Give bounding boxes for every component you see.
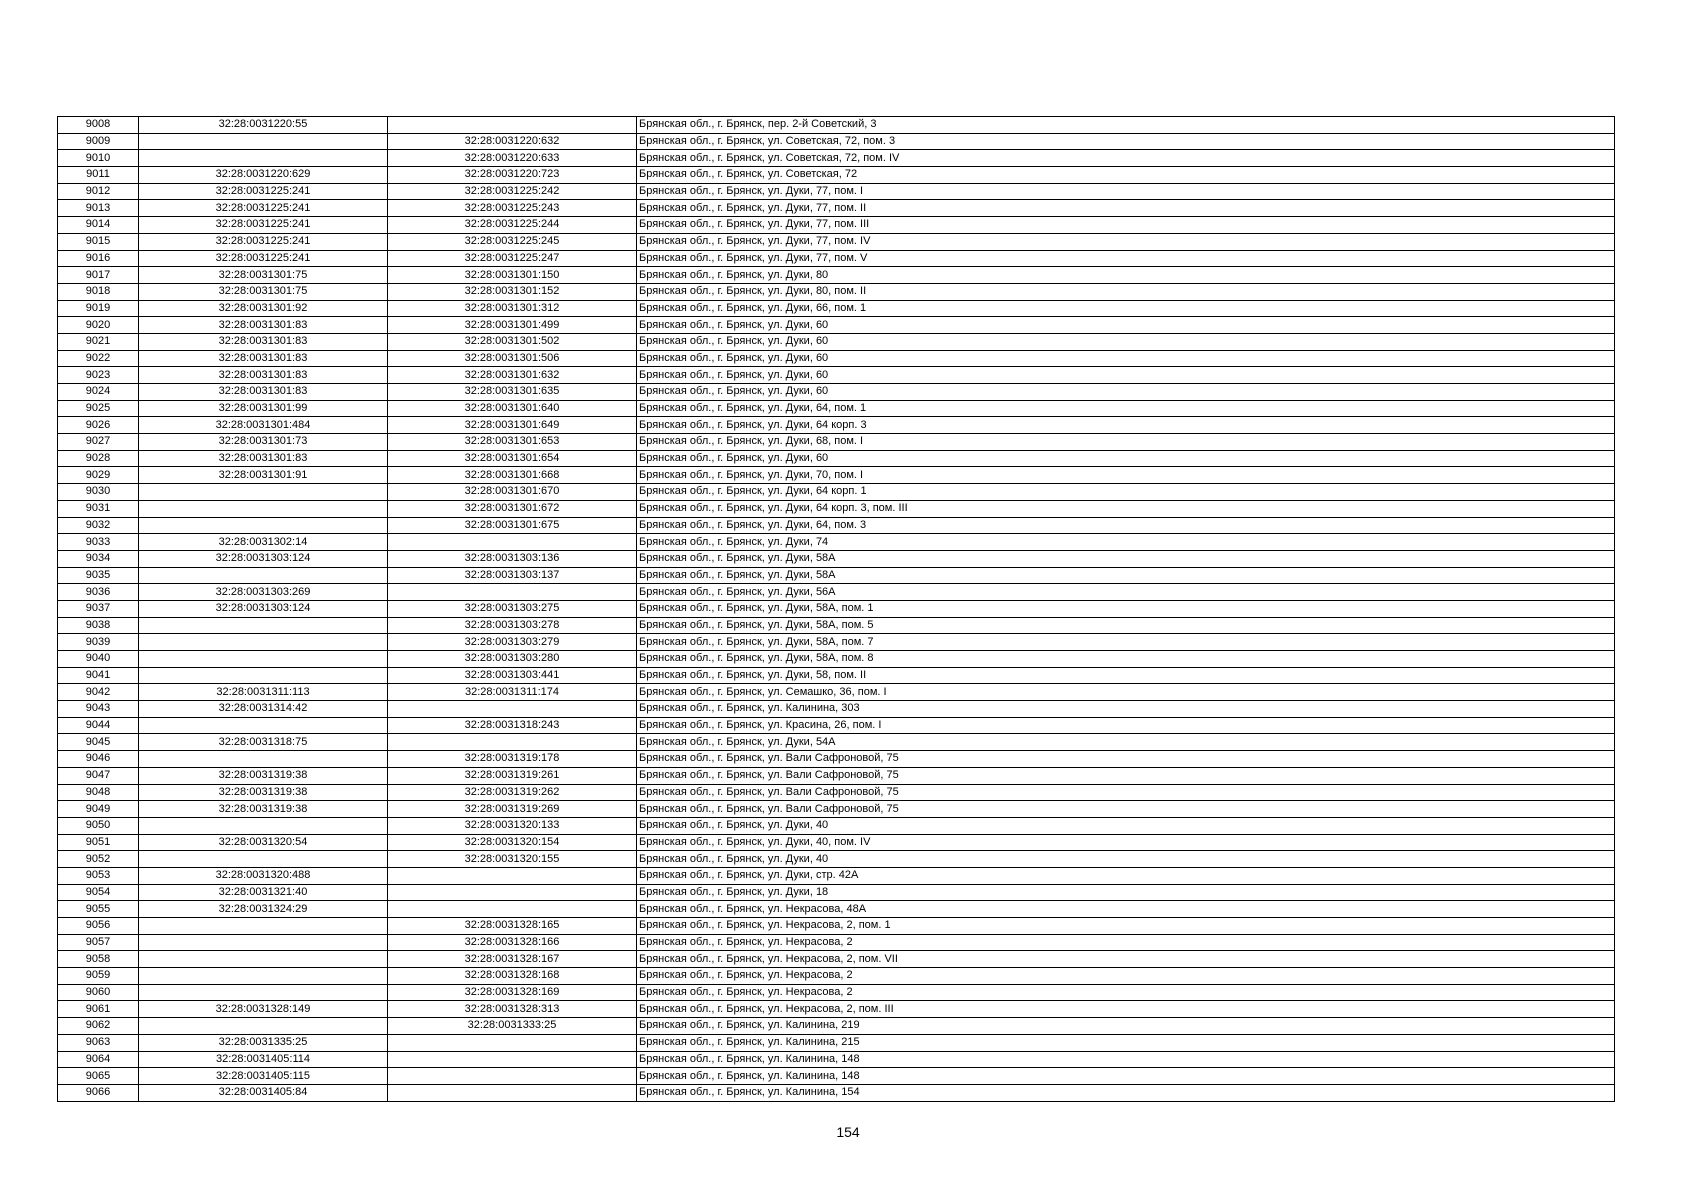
parcel-number-cell: 32:28:0031301:83 [139, 333, 388, 350]
object-number-cell: 32:28:0031328:167 [388, 951, 637, 968]
table-row [58, 1084, 1615, 1101]
object-number-cell [388, 1084, 637, 1101]
parcel-number-cell: 32:28:0031303:124 [139, 550, 388, 567]
address-cell: Брянская обл., г. Брянск, ул. Дуки, 64, пом. 3 [637, 517, 1615, 534]
object-number-cell: 32:28:0031303:441 [388, 667, 637, 684]
table-row [58, 734, 1615, 751]
parcel-number-cell [139, 617, 388, 634]
table-body [58, 117, 1615, 1102]
object-number-cell: 32:28:0031301:502 [388, 333, 637, 350]
parcel-number-cell: 32:28:0031318:75 [139, 734, 388, 751]
table-row [58, 634, 1615, 651]
address-cell: Брянская обл., г. Брянск, ул. Дуки, 77, пом. II [637, 200, 1615, 217]
row-number-cell: 9037 [58, 600, 139, 617]
address-cell: Брянская обл., г. Брянск, ул. Дуки, 70, пом. I [637, 467, 1615, 484]
row-number-cell: 9063 [58, 1034, 139, 1051]
object-number-cell: 32:28:0031328:169 [388, 984, 637, 1001]
table-row [58, 550, 1615, 567]
parcel-number-cell [139, 934, 388, 951]
table-row [58, 651, 1615, 668]
table-row [58, 500, 1615, 517]
table-row [58, 884, 1615, 901]
table-row [58, 701, 1615, 718]
address-cell: Брянская обл., г. Брянск, ул. Советская, 72 [637, 167, 1615, 184]
row-number-cell: 9058 [58, 951, 139, 968]
address-cell: Брянская обл., г. Брянск, ул. Вали Сафроновой, 75 [637, 784, 1615, 801]
parcel-number-cell: 32:28:0031301:75 [139, 267, 388, 284]
row-number-cell: 9045 [58, 734, 139, 751]
row-number-cell: 9062 [58, 1018, 139, 1035]
parcel-number-cell: 32:28:0031301:91 [139, 467, 388, 484]
table-row [58, 600, 1615, 617]
row-number-cell: 9018 [58, 283, 139, 300]
row-number-cell: 9025 [58, 400, 139, 417]
parcel-number-cell: 32:28:0031324:29 [139, 901, 388, 918]
object-number-cell: 32:28:0031301:150 [388, 267, 637, 284]
row-number-cell: 9044 [58, 717, 139, 734]
parcel-number-cell: 32:28:0031303:269 [139, 584, 388, 601]
row-number-cell: 9032 [58, 517, 139, 534]
table-row [58, 784, 1615, 801]
object-number-cell: 32:28:0031220:633 [388, 150, 637, 167]
object-number-cell: 32:28:0031220:723 [388, 167, 637, 184]
object-number-cell: 32:28:0031319:262 [388, 784, 637, 801]
row-number-cell: 9053 [58, 867, 139, 884]
row-number-cell: 9061 [58, 1001, 139, 1018]
object-number-cell: 32:28:0031303:275 [388, 600, 637, 617]
parcel-number-cell [139, 1018, 388, 1035]
parcel-number-cell: 32:28:0031301:73 [139, 434, 388, 451]
address-cell: Брянская обл., г. Брянск, ул. Дуки, 58А [637, 550, 1615, 567]
address-cell: Брянская обл., г. Брянск, ул. Дуки, 77, пом. III [637, 217, 1615, 234]
table-row [58, 1051, 1615, 1068]
row-number-cell: 9050 [58, 817, 139, 834]
object-number-cell: 32:28:0031301:499 [388, 317, 637, 334]
parcel-number-cell: 32:28:0031220:629 [139, 167, 388, 184]
row-number-cell: 9012 [58, 183, 139, 200]
table-row [58, 984, 1615, 1001]
row-number-cell: 9051 [58, 834, 139, 851]
parcel-number-cell [139, 717, 388, 734]
address-cell: Брянская обл., г. Брянск, ул. Дуки, 60 [637, 317, 1615, 334]
table-row [58, 350, 1615, 367]
address-cell: Брянская обл., г. Брянск, ул. Дуки, 80, пом. II [637, 283, 1615, 300]
address-cell: Брянская обл., г. Брянск, ул. Дуки, 77, пом. V [637, 250, 1615, 267]
address-cell: Брянская обл., г. Брянск, ул. Семашко, 36, пом. I [637, 684, 1615, 701]
object-number-cell: 32:28:0031301:312 [388, 300, 637, 317]
object-number-cell [388, 534, 637, 551]
address-cell: Брянская обл., г. Брянск, пер. 2-й Советский, 3 [637, 117, 1615, 134]
object-number-cell: 32:28:0031220:632 [388, 133, 637, 150]
address-cell: Брянская обл., г. Брянск, ул. Калинина, 303 [637, 701, 1615, 718]
table-row [58, 717, 1615, 734]
parcel-number-cell: 32:28:0031301:83 [139, 384, 388, 401]
table-row [58, 317, 1615, 334]
row-number-cell: 9028 [58, 450, 139, 467]
parcel-number-cell [139, 500, 388, 517]
table-row [58, 1068, 1615, 1085]
table-row [58, 1034, 1615, 1051]
object-number-cell: 32:28:0031328:313 [388, 1001, 637, 1018]
parcel-number-cell [139, 517, 388, 534]
parcel-number-cell: 32:28:0031311:113 [139, 684, 388, 701]
address-cell: Брянская обл., г. Брянск, ул. Советская, 72, пом. 3 [637, 133, 1615, 150]
parcel-number-cell: 32:28:0031225:241 [139, 183, 388, 200]
table-row [58, 851, 1615, 868]
address-cell: Брянская обл., г. Брянск, ул. Дуки, 60 [637, 350, 1615, 367]
row-number-cell: 9027 [58, 434, 139, 451]
address-cell: Брянская обл., г. Брянск, ул. Дуки, 54А [637, 734, 1615, 751]
row-number-cell: 9010 [58, 150, 139, 167]
address-cell: Брянская обл., г. Брянск, ул. Дуки, 64 корп. 3 [637, 417, 1615, 434]
object-number-cell [388, 701, 637, 718]
row-number-cell: 9059 [58, 968, 139, 985]
row-number-cell: 9057 [58, 934, 139, 951]
address-cell: Брянская обл., г. Брянск, ул. Калинина, 154 [637, 1084, 1615, 1101]
address-cell: Брянская обл., г. Брянск, ул. Дуки, 40 [637, 817, 1615, 834]
table-row [58, 333, 1615, 350]
object-number-cell: 32:28:0031303:279 [388, 634, 637, 651]
table-row [58, 417, 1615, 434]
parcel-number-cell: 32:28:0031405:84 [139, 1084, 388, 1101]
object-number-cell: 32:28:0031319:261 [388, 767, 637, 784]
row-number-cell: 9042 [58, 684, 139, 701]
object-number-cell: 32:28:0031319:178 [388, 751, 637, 768]
parcel-number-cell: 32:28:0031301:484 [139, 417, 388, 434]
table-row [58, 283, 1615, 300]
table-row [58, 667, 1615, 684]
table-row [58, 467, 1615, 484]
parcel-number-cell [139, 651, 388, 668]
parcel-number-cell: 32:28:0031314:42 [139, 701, 388, 718]
parcel-number-cell [139, 133, 388, 150]
address-cell: Брянская обл., г. Брянск, ул. Некрасова, 48А [637, 901, 1615, 918]
row-number-cell: 9066 [58, 1084, 139, 1101]
address-cell: Брянская обл., г. Брянск, ул. Некрасова, 2, пом. III [637, 1001, 1615, 1018]
address-cell: Брянская обл., г. Брянск, ул. Дуки, 58А, пом. 8 [637, 651, 1615, 668]
table-row [58, 167, 1615, 184]
table-row [58, 918, 1615, 935]
table-row [58, 684, 1615, 701]
row-number-cell: 9064 [58, 1051, 139, 1068]
object-number-cell: 32:28:0031319:269 [388, 801, 637, 818]
address-cell: Брянская обл., г. Брянск, ул. Калинина, 219 [637, 1018, 1615, 1035]
object-number-cell: 32:28:0031303:280 [388, 651, 637, 668]
object-number-cell: 32:28:0031301:675 [388, 517, 637, 534]
object-number-cell [388, 867, 637, 884]
parcel-number-cell: 32:28:0031321:40 [139, 884, 388, 901]
table-row [58, 117, 1615, 134]
row-number-cell: 9034 [58, 550, 139, 567]
row-number-cell: 9031 [58, 500, 139, 517]
address-cell: Брянская обл., г. Брянск, ул. Дуки, 58А, пом. 1 [637, 600, 1615, 617]
row-number-cell: 9011 [58, 167, 139, 184]
table-row [58, 751, 1615, 768]
parcel-number-cell: 32:28:0031320:54 [139, 834, 388, 851]
table-row [58, 384, 1615, 401]
address-cell: Брянская обл., г. Брянск, ул. Дуки, 68, пом. I [637, 434, 1615, 451]
object-number-cell: 32:28:0031318:243 [388, 717, 637, 734]
row-number-cell: 9023 [58, 367, 139, 384]
address-cell: Брянская обл., г. Брянск, ул. Дуки, 64 корп. 3, пом. III [637, 500, 1615, 517]
address-cell: Брянская обл., г. Брянск, ул. Калинина, 215 [637, 1034, 1615, 1051]
row-number-cell: 9021 [58, 333, 139, 350]
row-number-cell: 9048 [58, 784, 139, 801]
row-number-cell: 9020 [58, 317, 139, 334]
table-row [58, 300, 1615, 317]
table-row [58, 901, 1615, 918]
parcel-number-cell [139, 968, 388, 985]
address-cell: Брянская обл., г. Брянск, ул. Дуки, 60 [637, 367, 1615, 384]
address-cell: Брянская обл., г. Брянск, ул. Дуки, 77, пом. IV [637, 233, 1615, 250]
address-cell: Брянская обл., г. Брянск, ул. Дуки, стр. 42А [637, 867, 1615, 884]
table-row [58, 267, 1615, 284]
address-cell: Брянская обл., г. Брянск, ул. Калинина, 148 [637, 1068, 1615, 1085]
address-cell: Брянская обл., г. Брянск, ул. Дуки, 40 [637, 851, 1615, 868]
object-number-cell: 32:28:0031301:635 [388, 384, 637, 401]
table-row [58, 133, 1615, 150]
parcel-number-cell [139, 751, 388, 768]
table-row [58, 801, 1615, 818]
object-number-cell: 32:28:0031333:25 [388, 1018, 637, 1035]
row-number-cell: 9038 [58, 617, 139, 634]
object-number-cell: 32:28:0031303:136 [388, 550, 637, 567]
object-number-cell: 32:28:0031301:152 [388, 283, 637, 300]
row-number-cell: 9054 [58, 884, 139, 901]
object-number-cell: 32:28:0031301:668 [388, 467, 637, 484]
parcel-number-cell [139, 984, 388, 1001]
row-number-cell: 9014 [58, 217, 139, 234]
table-row [58, 400, 1615, 417]
address-cell: Брянская обл., г. Брянск, ул. Вали Сафроновой, 75 [637, 801, 1615, 818]
row-number-cell: 9047 [58, 767, 139, 784]
parcel-number-cell: 32:28:0031301:99 [139, 400, 388, 417]
object-number-cell: 32:28:0031301:653 [388, 434, 637, 451]
parcel-number-cell: 32:28:0031328:149 [139, 1001, 388, 1018]
address-cell: Брянская обл., г. Брянск, ул. Дуки, 56А [637, 584, 1615, 601]
parcel-number-cell: 32:28:0031405:115 [139, 1068, 388, 1085]
address-cell: Брянская обл., г. Брянск, ул. Дуки, 58А, пом. 7 [637, 634, 1615, 651]
row-number-cell: 9036 [58, 584, 139, 601]
object-number-cell: 32:28:0031320:154 [388, 834, 637, 851]
address-cell: Брянская обл., г. Брянск, ул. Советская, 72, пом. IV [637, 150, 1615, 167]
row-number-cell: 9030 [58, 484, 139, 501]
object-number-cell: 32:28:0031301:649 [388, 417, 637, 434]
address-cell: Брянская обл., г. Брянск, ул. Красина, 26, пом. I [637, 717, 1615, 734]
table-row [58, 817, 1615, 834]
object-number-cell [388, 1051, 637, 1068]
object-number-cell: 32:28:0031328:165 [388, 918, 637, 935]
object-number-cell: 32:28:0031225:243 [388, 200, 637, 217]
parcel-number-cell: 32:28:0031319:38 [139, 801, 388, 818]
address-cell: Брянская обл., г. Брянск, ул. Дуки, 18 [637, 884, 1615, 901]
parcel-number-cell: 32:28:0031301:83 [139, 367, 388, 384]
parcel-number-cell [139, 634, 388, 651]
row-number-cell: 9024 [58, 384, 139, 401]
object-number-cell: 32:28:0031301:670 [388, 484, 637, 501]
address-cell: Брянская обл., г. Брянск, ул. Вали Сафроновой, 75 [637, 751, 1615, 768]
table-row [58, 617, 1615, 634]
object-number-cell: 32:28:0031311:174 [388, 684, 637, 701]
parcel-number-cell [139, 484, 388, 501]
row-number-cell: 9013 [58, 200, 139, 217]
row-number-cell: 9049 [58, 801, 139, 818]
table-row [58, 367, 1615, 384]
row-number-cell: 9039 [58, 634, 139, 651]
address-cell: Брянская обл., г. Брянск, ул. Дуки, 74 [637, 534, 1615, 551]
parcel-number-cell: 32:28:0031405:114 [139, 1051, 388, 1068]
address-cell: Брянская обл., г. Брянск, ул. Некрасова, 2 [637, 984, 1615, 1001]
row-number-cell: 9052 [58, 851, 139, 868]
row-number-cell: 9017 [58, 267, 139, 284]
object-number-cell: 32:28:0031303:137 [388, 567, 637, 584]
table-row [58, 584, 1615, 601]
table-row [58, 534, 1615, 551]
table-row [58, 567, 1615, 584]
object-number-cell [388, 734, 637, 751]
address-cell: Брянская обл., г. Брянск, ул. Некрасова, 2 [637, 934, 1615, 951]
row-number-cell: 9046 [58, 751, 139, 768]
object-number-cell: 32:28:0031301:672 [388, 500, 637, 517]
row-number-cell: 9015 [58, 233, 139, 250]
object-number-cell: 32:28:0031225:244 [388, 217, 637, 234]
row-number-cell: 9029 [58, 467, 139, 484]
address-cell: Брянская обл., г. Брянск, ул. Дуки, 58А, пом. 5 [637, 617, 1615, 634]
address-cell: Брянская обл., г. Брянск, ул. Некрасова, 2 [637, 968, 1615, 985]
table-row [58, 951, 1615, 968]
cadastral-table [57, 116, 1615, 1102]
table-row [58, 1001, 1615, 1018]
parcel-number-cell: 32:28:0031319:38 [139, 767, 388, 784]
address-cell: Брянская обл., г. Брянск, ул. Дуки, 58, пом. II [637, 667, 1615, 684]
object-number-cell: 32:28:0031301:632 [388, 367, 637, 384]
address-cell: Брянская обл., г. Брянск, ул. Некрасова, 2, пом. VII [637, 951, 1615, 968]
row-number-cell: 9035 [58, 567, 139, 584]
row-number-cell: 9019 [58, 300, 139, 317]
object-number-cell: 32:28:0031328:166 [388, 934, 637, 951]
row-number-cell: 9055 [58, 901, 139, 918]
address-cell: Брянская обл., г. Брянск, ул. Дуки, 60 [637, 450, 1615, 467]
parcel-number-cell: 32:28:0031225:241 [139, 217, 388, 234]
address-cell: Брянская обл., г. Брянск, ул. Дуки, 60 [637, 333, 1615, 350]
page-number: 154 [836, 1124, 860, 1140]
parcel-number-cell: 32:28:0031302:14 [139, 534, 388, 551]
row-number-cell: 9060 [58, 984, 139, 1001]
object-number-cell: 32:28:0031301:640 [388, 400, 637, 417]
object-number-cell [388, 1068, 637, 1085]
address-cell: Брянская обл., г. Брянск, ул. Дуки, 66, пом. 1 [637, 300, 1615, 317]
parcel-number-cell: 32:28:0031220:55 [139, 117, 388, 134]
address-cell: Брянская обл., г. Брянск, ул. Некрасова, 2, пом. 1 [637, 918, 1615, 935]
table-row [58, 434, 1615, 451]
object-number-cell: 32:28:0031225:247 [388, 250, 637, 267]
table-row [58, 233, 1615, 250]
table-row [58, 867, 1615, 884]
parcel-number-cell: 32:28:0031319:38 [139, 784, 388, 801]
parcel-number-cell: 32:28:0031301:75 [139, 283, 388, 300]
address-cell: Брянская обл., г. Брянск, ул. Дуки, 60 [637, 384, 1615, 401]
parcel-number-cell [139, 851, 388, 868]
parcel-number-cell: 32:28:0031225:241 [139, 200, 388, 217]
row-number-cell: 9065 [58, 1068, 139, 1085]
address-cell: Брянская обл., г. Брянск, ул. Вали Сафроновой, 75 [637, 767, 1615, 784]
parcel-number-cell: 32:28:0031320:488 [139, 867, 388, 884]
object-number-cell [388, 584, 637, 601]
parcel-number-cell [139, 567, 388, 584]
row-number-cell: 9043 [58, 701, 139, 718]
row-number-cell: 9033 [58, 534, 139, 551]
parcel-number-cell [139, 951, 388, 968]
row-number-cell: 9026 [58, 417, 139, 434]
object-number-cell: 32:28:0031320:133 [388, 817, 637, 834]
address-cell: Брянская обл., г. Брянск, ул. Дуки, 77, пом. I [637, 183, 1615, 200]
address-cell: Брянская обл., г. Брянск, ул. Дуки, 80 [637, 267, 1615, 284]
parcel-number-cell: 32:28:0031301:92 [139, 300, 388, 317]
object-number-cell [388, 901, 637, 918]
parcel-number-cell: 32:28:0031335:25 [139, 1034, 388, 1051]
address-cell: Брянская обл., г. Брянск, ул. Дуки, 40, пом. IV [637, 834, 1615, 851]
row-number-cell: 9016 [58, 250, 139, 267]
object-number-cell: 32:28:0031301:654 [388, 450, 637, 467]
table-row [58, 217, 1615, 234]
table-row [58, 968, 1615, 985]
row-number-cell: 9022 [58, 350, 139, 367]
row-number-cell: 9056 [58, 918, 139, 935]
table-row [58, 767, 1615, 784]
parcel-number-cell [139, 817, 388, 834]
table-row [58, 1018, 1615, 1035]
parcel-number-cell [139, 918, 388, 935]
object-number-cell [388, 117, 637, 134]
table-row [58, 250, 1615, 267]
parcel-number-cell [139, 150, 388, 167]
address-cell: Брянская обл., г. Брянск, ул. Калинина, 148 [637, 1051, 1615, 1068]
row-number-cell: 9040 [58, 651, 139, 668]
object-number-cell [388, 1034, 637, 1051]
object-number-cell: 32:28:0031320:155 [388, 851, 637, 868]
parcel-number-cell: 32:28:0031303:124 [139, 600, 388, 617]
row-number-cell: 9009 [58, 133, 139, 150]
table-row [58, 450, 1615, 467]
parcel-number-cell [139, 667, 388, 684]
table-row [58, 517, 1615, 534]
parcel-number-cell: 32:28:0031225:241 [139, 250, 388, 267]
row-number-cell: 9008 [58, 117, 139, 134]
address-cell: Брянская обл., г. Брянск, ул. Дуки, 64 корп. 1 [637, 484, 1615, 501]
parcel-number-cell: 32:28:0031301:83 [139, 350, 388, 367]
parcel-number-cell: 32:28:0031301:83 [139, 450, 388, 467]
row-number-cell: 9041 [58, 667, 139, 684]
object-number-cell [388, 884, 637, 901]
address-cell: Брянская обл., г. Брянск, ул. Дуки, 58А [637, 567, 1615, 584]
object-number-cell: 32:28:0031303:278 [388, 617, 637, 634]
parcel-number-cell: 32:28:0031301:83 [139, 317, 388, 334]
table-row [58, 934, 1615, 951]
parcel-number-cell: 32:28:0031225:241 [139, 233, 388, 250]
object-number-cell: 32:28:0031328:168 [388, 968, 637, 985]
table-row [58, 200, 1615, 217]
table-row [58, 834, 1615, 851]
table-row [58, 150, 1615, 167]
object-number-cell: 32:28:0031301:506 [388, 350, 637, 367]
object-number-cell: 32:28:0031225:245 [388, 233, 637, 250]
table-row [58, 183, 1615, 200]
address-cell: Брянская обл., г. Брянск, ул. Дуки, 64, пом. 1 [637, 400, 1615, 417]
object-number-cell: 32:28:0031225:242 [388, 183, 637, 200]
table-row [58, 484, 1615, 501]
